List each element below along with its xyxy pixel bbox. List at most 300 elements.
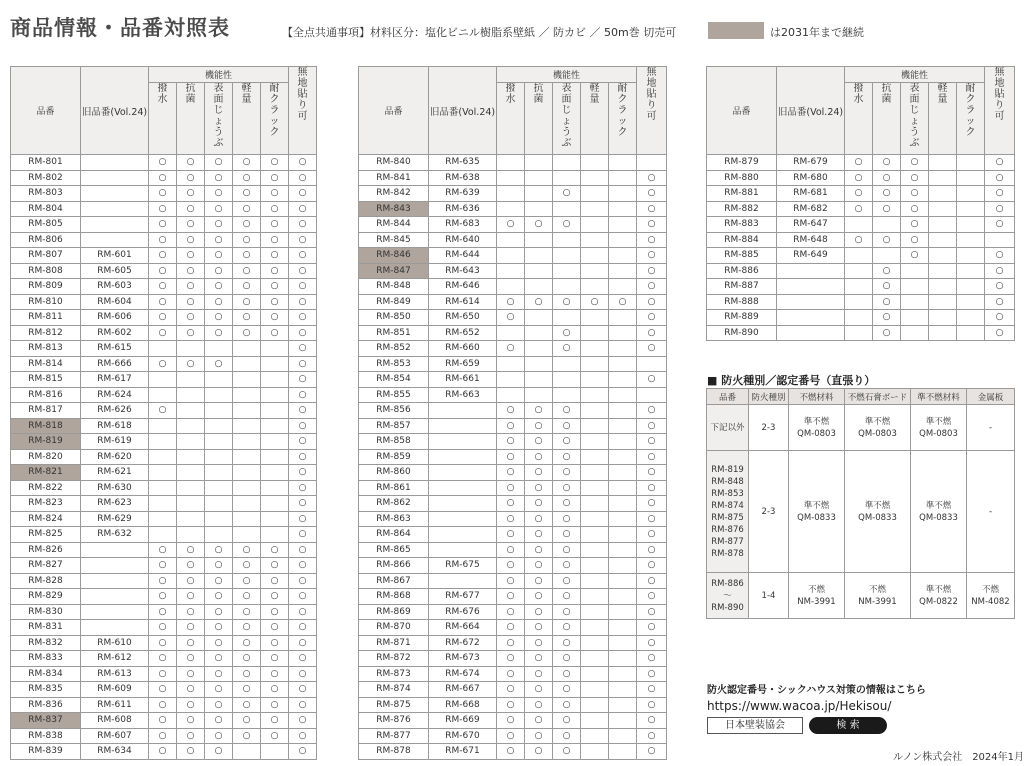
mujiban-cell: ○ [637, 620, 667, 636]
hinban-cell: RM-814 [11, 356, 81, 372]
old-hinban-cell [429, 418, 497, 434]
feature-cell [929, 155, 957, 171]
feature-cell [901, 263, 929, 279]
feature-cell: ○ [497, 589, 525, 605]
col-header-mujiban [289, 67, 317, 155]
feature-cell [261, 387, 289, 403]
mujiban-cell: ○ [289, 372, 317, 388]
feature-cell: ○ [233, 651, 261, 667]
mujiban-cell: ○ [637, 542, 667, 558]
feature-cell: ○ [205, 294, 233, 310]
table-row [359, 155, 667, 171]
feature-cell [845, 325, 873, 341]
hinban-cell: RM-815 [11, 372, 81, 388]
feature-cell: ○ [205, 248, 233, 264]
col-header-mujiban-label: 無地貼り可 [994, 67, 1005, 122]
feature-cell [609, 496, 637, 512]
feature-cell: ○ [205, 635, 233, 651]
legend-swatch [708, 22, 764, 39]
feature-cell: ○ [149, 635, 177, 651]
feature-cell: ○ [261, 325, 289, 341]
feature-cell: ○ [553, 635, 581, 651]
mujiban-cell: ○ [637, 232, 667, 248]
mujiban-cell: ○ [289, 418, 317, 434]
feature-cell [609, 310, 637, 326]
feature-cell [149, 496, 177, 512]
mujiban-cell: ○ [985, 201, 1015, 217]
feature-cell [609, 325, 637, 341]
fire-header-cell: 不燃材料 [789, 389, 845, 405]
feature-cell: ○ [525, 418, 553, 434]
old-hinban-cell [81, 604, 149, 620]
feature-cell [233, 418, 261, 434]
fire-header-cell: 品番 [707, 389, 749, 405]
feature-cell: ○ [261, 651, 289, 667]
feature-cell: ○ [525, 527, 553, 543]
feature-cell [581, 744, 609, 760]
hinban-cell: RM-820 [11, 449, 81, 465]
feature-cell [581, 248, 609, 264]
mujiban-cell: ○ [289, 356, 317, 372]
feature-cell: ○ [233, 573, 261, 589]
feature-cell: ○ [553, 620, 581, 636]
feature-cell [553, 248, 581, 264]
feature-cell [177, 449, 205, 465]
hinban-cell: RM-851 [359, 325, 429, 341]
feature-cell: ○ [261, 666, 289, 682]
feature-cell: ○ [149, 325, 177, 341]
feature-cell: ○ [553, 418, 581, 434]
feature-cell: ○ [261, 713, 289, 729]
col-header-feature [177, 83, 205, 155]
feature-cell: ○ [205, 186, 233, 202]
col-header-mujiban-label: 無地貼り可 [297, 67, 308, 122]
old-hinban-cell: RM-668 [429, 697, 497, 713]
feature-cell: ○ [497, 682, 525, 698]
feature-cell [581, 542, 609, 558]
old-hinban-cell: RM-671 [429, 744, 497, 760]
feature-cell [261, 511, 289, 527]
feature-cell: ○ [233, 697, 261, 713]
mujiban-cell [637, 356, 667, 372]
feature-cell [205, 496, 233, 512]
hinban-cell: RM-830 [11, 604, 81, 620]
fire-header-cell: 金属板 [967, 389, 1015, 405]
hinban-cell: RM-857 [359, 418, 429, 434]
table-row [11, 372, 317, 388]
feature-cell [581, 604, 609, 620]
feature-cell: ○ [525, 666, 553, 682]
table-row [707, 186, 1015, 202]
feature-cell [609, 403, 637, 419]
table-row [11, 248, 317, 264]
feature-cell: ○ [525, 403, 553, 419]
table-row [359, 511, 667, 527]
feature-cell: ○ [873, 325, 901, 341]
feature-cell [957, 294, 985, 310]
old-hinban-cell: RM-621 [81, 465, 149, 481]
fire-value-cell: 準不燃 QM-0833 [911, 451, 967, 573]
feature-cell: ○ [261, 310, 289, 326]
feature-cell: ○ [205, 573, 233, 589]
old-hinban-cell: RM-672 [429, 635, 497, 651]
feature-cell [581, 449, 609, 465]
fire-header-cell: 防火種別 [749, 389, 789, 405]
feature-cell: ○ [873, 186, 901, 202]
fire-hinban-cell: 下記以外 [707, 405, 749, 451]
feature-cell: ○ [525, 217, 553, 233]
feature-cell: ○ [497, 651, 525, 667]
old-hinban-cell [81, 573, 149, 589]
fire-header-cell: 不燃石膏ボード [845, 389, 911, 405]
feature-cell [261, 434, 289, 450]
feature-cell: ○ [233, 728, 261, 744]
feature-cell [177, 496, 205, 512]
fire-header-cell: 準不燃材料 [911, 389, 967, 405]
table-row [11, 418, 317, 434]
feature-cell: ○ [177, 635, 205, 651]
hinban-cell: RM-827 [11, 558, 81, 574]
old-hinban-cell [429, 480, 497, 496]
feature-cell [233, 449, 261, 465]
fire-rating-table [706, 388, 1015, 619]
feature-cell: ○ [149, 201, 177, 217]
table-row [707, 294, 1015, 310]
feature-cell: ○ [525, 496, 553, 512]
mujiban-cell: ○ [637, 465, 667, 481]
feature-cell [177, 403, 205, 419]
old-hinban-cell: RM-648 [777, 232, 845, 248]
old-hinban-cell: RM-643 [429, 263, 497, 279]
page-title: 商品情報・品番対照表 [10, 16, 230, 40]
feature-cell [553, 372, 581, 388]
table-row [359, 697, 667, 713]
table-row [11, 496, 317, 512]
table-row [707, 263, 1015, 279]
fire-shubetsu-cell: 2-3 [749, 405, 789, 451]
feature-cell: ○ [845, 201, 873, 217]
fire-row [707, 451, 1015, 573]
feature-cell: ○ [205, 155, 233, 171]
hinban-cell: RM-852 [359, 341, 429, 357]
feature-cell [177, 480, 205, 496]
feature-cell [609, 542, 637, 558]
feature-cell: ○ [261, 542, 289, 558]
old-hinban-cell: RM-666 [81, 356, 149, 372]
old-hinban-cell: RM-640 [429, 232, 497, 248]
table-row [707, 155, 1015, 171]
fire-value-cell: 不燃 NM-3991 [789, 573, 845, 619]
feature-cell: ○ [497, 713, 525, 729]
feature-cell [233, 465, 261, 481]
feature-cell: ○ [177, 356, 205, 372]
feature-cell: ○ [553, 449, 581, 465]
feature-cell: ○ [149, 651, 177, 667]
feature-cell: ○ [553, 341, 581, 357]
fire-value-cell: 準不燃 QM-0803 [911, 405, 967, 451]
mujiban-cell: ○ [289, 713, 317, 729]
table-row [11, 651, 317, 667]
hinban-cell: RM-880 [707, 170, 777, 186]
table-row [359, 186, 667, 202]
feature-cell: ○ [261, 248, 289, 264]
feature-cell [497, 155, 525, 171]
hinban-cell: RM-883 [707, 217, 777, 233]
col-header-feature-label: 軽量 [589, 83, 600, 105]
feature-cell [525, 170, 553, 186]
hinban-cell: RM-862 [359, 496, 429, 512]
feature-cell: ○ [205, 620, 233, 636]
old-hinban-cell: RM-673 [429, 651, 497, 667]
hinban-cell: RM-885 [707, 248, 777, 264]
feature-cell [233, 480, 261, 496]
mujiban-cell: ○ [637, 449, 667, 465]
feature-cell: ○ [205, 713, 233, 729]
feature-cell [957, 279, 985, 295]
mujiban-cell: ○ [637, 279, 667, 295]
feature-cell [553, 155, 581, 171]
feature-cell [581, 310, 609, 326]
old-hinban-cell: RM-629 [81, 511, 149, 527]
feature-cell [845, 217, 873, 233]
table-row [359, 449, 667, 465]
hinban-cell: RM-887 [707, 279, 777, 295]
feature-cell: ○ [261, 217, 289, 233]
feature-cell [609, 480, 637, 496]
hinban-cell: RM-813 [11, 341, 81, 357]
feature-cell [497, 170, 525, 186]
table-row [359, 480, 667, 496]
fire-shubetsu-cell: 1-4 [749, 573, 789, 619]
feature-cell [581, 697, 609, 713]
search-keyword-box[interactable]: 日本壁装協会 [707, 717, 803, 734]
col-header-feature [261, 83, 289, 155]
hinban-cell: RM-882 [707, 201, 777, 217]
old-hinban-cell: RM-624 [81, 387, 149, 403]
old-hinban-cell: RM-609 [81, 682, 149, 698]
table-row [359, 465, 667, 481]
table-row [359, 403, 667, 419]
feature-cell [609, 279, 637, 295]
feature-cell [901, 279, 929, 295]
feature-cell: ○ [205, 201, 233, 217]
mujiban-cell: ○ [637, 403, 667, 419]
feature-cell [205, 434, 233, 450]
mujiban-cell: ○ [637, 341, 667, 357]
feature-cell: ○ [901, 248, 929, 264]
hinban-cell: RM-828 [11, 573, 81, 589]
feature-cell [261, 418, 289, 434]
table-row [11, 186, 317, 202]
table-row [11, 589, 317, 605]
fire-value-cell: 準不燃 QM-0822 [911, 573, 967, 619]
mujiban-cell: ○ [289, 232, 317, 248]
mujiban-cell: ○ [637, 186, 667, 202]
table-row [359, 573, 667, 589]
feature-cell: ○ [205, 542, 233, 558]
old-hinban-cell: RM-679 [777, 155, 845, 171]
old-hinban-cell: RM-675 [429, 558, 497, 574]
product-table-3 [706, 66, 1015, 341]
col-header-feature-label: 抗菌 [881, 83, 892, 105]
hinban-cell: RM-810 [11, 294, 81, 310]
feature-cell: ○ [261, 186, 289, 202]
feature-cell [609, 372, 637, 388]
table-row [359, 387, 667, 403]
table-row [11, 465, 317, 481]
feature-cell [581, 418, 609, 434]
mujiban-cell: ○ [985, 294, 1015, 310]
old-hinban-cell: RM-681 [777, 186, 845, 202]
feature-cell [581, 511, 609, 527]
feature-cell: ○ [149, 263, 177, 279]
feature-cell: ○ [261, 294, 289, 310]
hinban-cell: RM-886 [707, 263, 777, 279]
feature-cell [261, 527, 289, 543]
feature-cell: ○ [177, 232, 205, 248]
table-row [11, 232, 317, 248]
feature-cell [609, 465, 637, 481]
feature-cell: ○ [497, 310, 525, 326]
old-hinban-cell [81, 542, 149, 558]
col-header-feature-label: 撥水 [853, 83, 864, 105]
table-row [359, 248, 667, 264]
feature-cell [205, 511, 233, 527]
table-row [359, 434, 667, 450]
table-row [11, 449, 317, 465]
feature-cell: ○ [525, 682, 553, 698]
feature-cell [149, 418, 177, 434]
feature-cell: ○ [149, 713, 177, 729]
table-row [11, 666, 317, 682]
feature-cell [525, 341, 553, 357]
feature-cell [609, 635, 637, 651]
feature-cell: ○ [261, 232, 289, 248]
feature-cell: ○ [261, 155, 289, 171]
feature-cell: ○ [149, 542, 177, 558]
feature-cell [609, 511, 637, 527]
feature-cell [149, 480, 177, 496]
feature-cell [525, 263, 553, 279]
feature-cell: ○ [525, 511, 553, 527]
feature-cell: ○ [553, 186, 581, 202]
hinban-cell: RM-874 [359, 682, 429, 698]
feature-cell [177, 341, 205, 357]
feature-cell [497, 232, 525, 248]
old-hinban-cell [429, 403, 497, 419]
feature-cell: ○ [261, 558, 289, 574]
feature-cell [205, 387, 233, 403]
old-hinban-cell: RM-602 [81, 325, 149, 341]
feature-cell: ○ [553, 651, 581, 667]
mujiban-cell [985, 232, 1015, 248]
fire-rating-title: ■ 防火種別／認定番号（直張り） [707, 374, 876, 387]
feature-cell [149, 341, 177, 357]
feature-cell: ○ [261, 620, 289, 636]
feature-cell: ○ [233, 201, 261, 217]
old-hinban-cell [429, 465, 497, 481]
feature-cell: ○ [177, 573, 205, 589]
feature-cell: ○ [525, 635, 553, 651]
feature-cell [609, 186, 637, 202]
mujiban-cell [637, 155, 667, 171]
feature-cell [609, 170, 637, 186]
mujiban-cell: ○ [289, 666, 317, 682]
feature-cell: ○ [177, 666, 205, 682]
hinban-cell: RM-844 [359, 217, 429, 233]
mujiban-cell: ○ [985, 263, 1015, 279]
old-hinban-cell: RM-669 [429, 713, 497, 729]
feature-cell: ○ [261, 170, 289, 186]
product-table-2 [358, 66, 667, 760]
table-row [707, 310, 1015, 326]
feature-cell: ○ [497, 728, 525, 744]
feature-cell: ○ [177, 263, 205, 279]
feature-cell [581, 372, 609, 388]
feature-cell: ○ [149, 155, 177, 171]
search-button[interactable]: 検 索 [809, 717, 887, 734]
feature-cell [609, 620, 637, 636]
feature-cell [149, 527, 177, 543]
mujiban-cell: ○ [289, 325, 317, 341]
feature-cell [957, 186, 985, 202]
col-header-feature-label: 耐クラック [617, 83, 628, 138]
table-row [707, 217, 1015, 233]
mujiban-cell: ○ [637, 263, 667, 279]
fire-value-cell: 準不燃 QM-0833 [845, 451, 911, 573]
hinban-cell: RM-833 [11, 651, 81, 667]
feature-cell: ○ [497, 635, 525, 651]
old-hinban-cell [777, 263, 845, 279]
feature-cell: ○ [205, 325, 233, 341]
feature-cell: ○ [525, 480, 553, 496]
fire-shubetsu-cell: 2-3 [749, 451, 789, 573]
hinban-cell: RM-840 [359, 155, 429, 171]
feature-cell: ○ [873, 155, 901, 171]
feature-cell: ○ [497, 542, 525, 558]
col-header-feature [205, 83, 233, 155]
feature-cell: ○ [177, 697, 205, 713]
table-row [11, 682, 317, 698]
table-row [11, 279, 317, 295]
hinban-cell: RM-867 [359, 573, 429, 589]
info-url[interactable]: https://www.wacoa.jp/Hekisou/ [707, 699, 892, 713]
feature-cell [177, 434, 205, 450]
feature-cell: ○ [497, 217, 525, 233]
hinban-cell: RM-829 [11, 589, 81, 605]
table-row [359, 341, 667, 357]
feature-cell: ○ [205, 232, 233, 248]
feature-cell [581, 620, 609, 636]
table-row [11, 403, 317, 419]
old-hinban-cell [429, 434, 497, 450]
feature-cell [177, 527, 205, 543]
old-hinban-cell: RM-660 [429, 341, 497, 357]
hinban-cell: RM-834 [11, 666, 81, 682]
table-row [11, 604, 317, 620]
feature-cell [525, 201, 553, 217]
hinban-cell: RM-812 [11, 325, 81, 341]
table-row [707, 232, 1015, 248]
col-header-feature [929, 83, 957, 155]
col-header-feature-label: 表面じょうぶ [213, 83, 224, 149]
feature-cell [845, 279, 873, 295]
old-hinban-cell [81, 155, 149, 171]
old-hinban-cell: RM-606 [81, 310, 149, 326]
old-hinban-cell: RM-663 [429, 387, 497, 403]
feature-cell: ○ [553, 713, 581, 729]
feature-cell: ○ [497, 434, 525, 450]
